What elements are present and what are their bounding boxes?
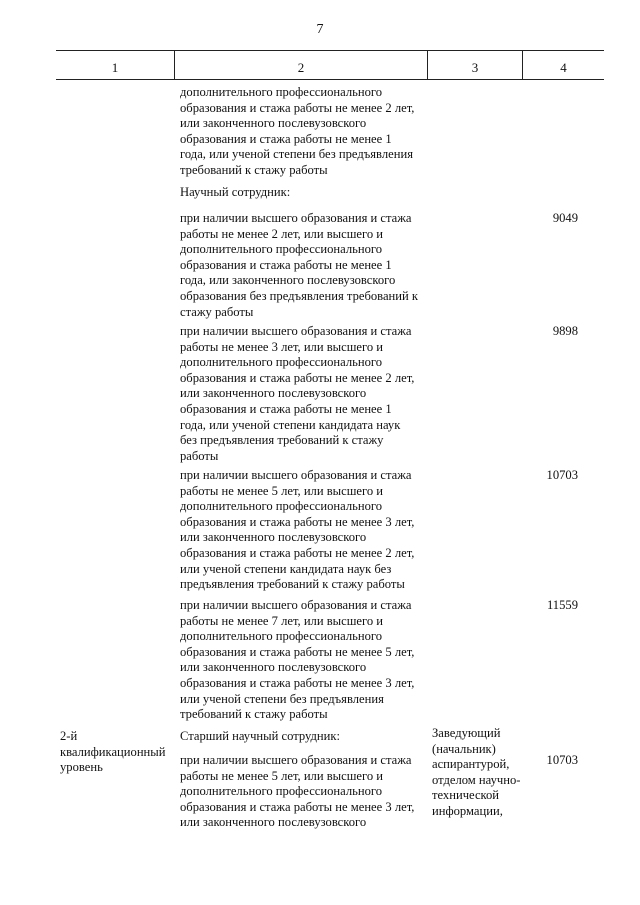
text-line: образования и стажа работы не менее 2 лет, [180, 545, 415, 560]
salary-value: 11559 [546, 598, 578, 612]
text-line: работы [180, 448, 219, 463]
text-line: уровень [60, 760, 103, 775]
requirement-item [180, 598, 414, 723]
text-line: образования и стажа работы не менее 3 лет, [180, 675, 415, 690]
group-title-research-fellow: Научный сотрудник: [180, 185, 291, 199]
text-line: образования и стажа работы не менее 1 [180, 401, 392, 416]
text-line: года, или законченного послевузовского [180, 273, 396, 288]
text-line: предъявления требований к стажу работы [180, 577, 405, 592]
text-line: дополнительного профессионального [180, 499, 383, 514]
requirement-item [180, 211, 418, 320]
text-line: образования и стажа работы не менее 3 лет, [180, 514, 415, 529]
requirement-item [180, 468, 414, 593]
text-line: без предъявления требований к стажу [180, 433, 384, 448]
text-line: аспирантурой, [432, 757, 510, 772]
text-line: 2-й [60, 729, 78, 743]
text-line: при наличии высшего образования и стажа [180, 468, 412, 482]
salary-value: 9049 [552, 211, 578, 225]
text-line: при наличии высшего образования и стажа [180, 753, 412, 767]
text-line: при наличии высшего образования и стажа [180, 324, 412, 338]
text-line: дополнительного профессионального [180, 784, 383, 799]
text-line: технической [432, 788, 500, 803]
group-title-senior-research-fellow: Старший научный сотрудник: [180, 729, 341, 743]
requirement-item [180, 753, 414, 831]
intro-text [180, 85, 414, 179]
text-line: отделом научно- [432, 772, 521, 787]
text-line: года, или ученой степени без предъявления [180, 147, 413, 162]
text-line: или ученой степени без предъявления [180, 691, 384, 706]
text-line: требований к стажу работы [180, 707, 328, 722]
text-line: года, или ученой степени кандидата наук [180, 417, 401, 432]
text-line: работы не менее 7 лет, или высшего и [180, 613, 384, 628]
column-header-1: 1 [111, 60, 119, 75]
text-line: квалификационный [60, 744, 166, 759]
text-line: или ученой степени кандидата наук без [180, 561, 392, 576]
text-line: Заведующий [432, 726, 501, 740]
salary-value: 9898 [552, 324, 578, 338]
text-line: дополнительного профессионального [180, 85, 383, 99]
text-line: или законченного послевузовского [180, 116, 367, 131]
text-line: работы не менее 2 лет, или высшего и [180, 226, 384, 241]
salary-value: 10703 [546, 753, 578, 767]
text-line: работы не менее 3 лет, или высшего и [180, 339, 384, 354]
column-header-4: 4 [560, 60, 567, 75]
text-line: образования и стажа работы не менее 5 лет, [180, 644, 415, 659]
text-line: образования и стажа работы не менее 1 [180, 257, 392, 272]
text-line: дополнительного профессионального [180, 242, 383, 257]
column-header-3: 3 [471, 60, 479, 75]
text-line: при наличии высшего образования и стажа [180, 598, 412, 612]
text-line: или законченного послевузовского [180, 660, 367, 675]
text-line: информации, [432, 803, 503, 818]
text-line: требований к стажу работы [180, 162, 328, 177]
salary-value: 10703 [546, 468, 578, 482]
text-line: образования и стажа работы не менее 1 [180, 131, 392, 146]
text-line: или законченного послевузовского [180, 386, 367, 401]
text-line: дополнительного профессионального [180, 629, 383, 644]
text-line: работы не менее 5 лет, или высшего и [180, 483, 384, 498]
text-line: дополнительного профессионального [180, 355, 383, 370]
text-line: (начальник) [432, 741, 496, 756]
text-line: или законченного послевузовского [180, 530, 367, 545]
text-line: образования и стажа работы не менее 2 лет, [180, 370, 415, 385]
text-line: образования и стажа работы не менее 2 лет, [180, 100, 415, 115]
text-line: или законченного послевузовского [180, 815, 367, 830]
text-line: работы не менее 5 лет, или высшего и [180, 768, 384, 783]
page-number: 7 [316, 22, 324, 37]
text-line: образования и стажа работы не менее 3 лет, [180, 799, 415, 814]
requirement-item [180, 324, 414, 464]
text-line: образования без предъявления требований к [180, 288, 419, 303]
position-title [432, 726, 520, 820]
text-line: стажу работы [180, 304, 254, 319]
qualification-level-label [60, 729, 166, 776]
column-header-2: 2 [297, 60, 305, 75]
text-line: при наличии высшего образования и стажа [180, 211, 412, 225]
